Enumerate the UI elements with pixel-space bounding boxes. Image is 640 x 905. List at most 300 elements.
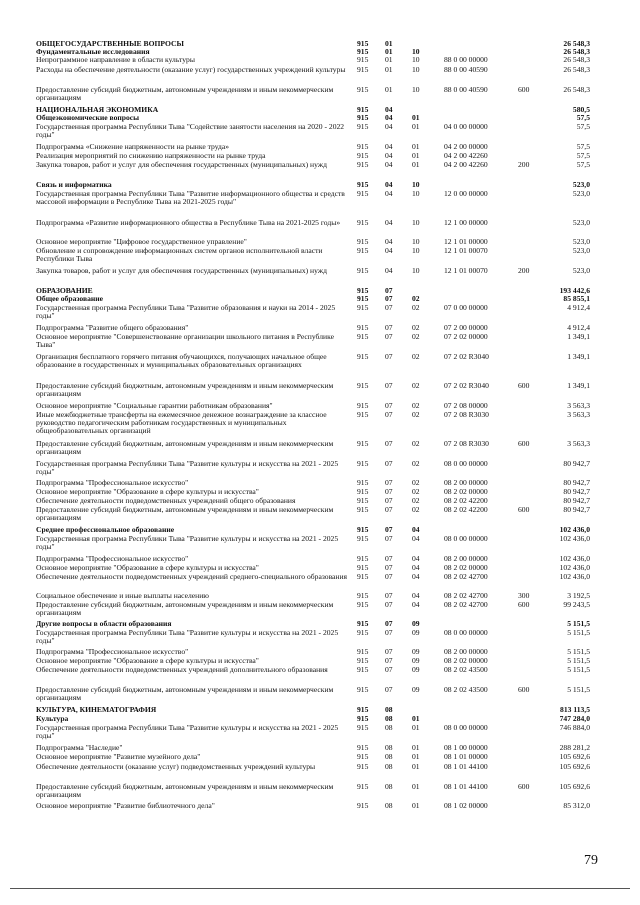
cell-sum: 523,0 [572, 266, 590, 275]
cell-sum: 85 855,1 [563, 294, 590, 303]
cell-glv: 915 [357, 142, 369, 151]
cell-name: Предоставление субсидий бюджетным, автономным учреждениям и иным некоммерческим организациям [36, 782, 334, 800]
cell-name: Основное мероприятие "Образование в сфере культуры и искусства" [36, 563, 259, 572]
cell-rz: 08 [385, 752, 393, 761]
cell-glv: 915 [357, 705, 369, 714]
cell-pr: 02 [412, 478, 420, 487]
cell-glv: 915 [357, 714, 369, 723]
cell-glv: 915 [357, 65, 369, 74]
cell-name: Обеспечение деятельности подведомственных учреждений общего образования [36, 496, 296, 505]
cell-cs: 88 0 00 00000 [444, 55, 488, 64]
cell-name: Закупка товаров, работ и услуг для обеспечения государственных (муниципальных) нужд [36, 266, 327, 275]
cell-glv: 915 [357, 496, 369, 505]
cell-vr: 600 [518, 505, 530, 514]
cell-name: Предоставление субсидий бюджетным, автономным учреждениям и иным некоммерческим организациям [36, 685, 334, 703]
cell-rz: 07 [385, 665, 393, 674]
cell-glv: 915 [357, 439, 369, 448]
cell-name: Культура [36, 714, 69, 723]
cell-name: Среднее профессиональное образование [36, 525, 175, 534]
cell-cs: 08 2 02 00000 [444, 487, 488, 496]
cell-rz: 04 [385, 105, 393, 114]
cell-glv: 915 [357, 656, 369, 665]
cell-name: Обеспечение деятельности подведомственных учреждений дополнительного образования [36, 665, 328, 674]
cell-rz: 07 [385, 628, 393, 637]
cell-name: Основное мероприятие "Образование в сфере культуры и искусства" [36, 656, 259, 665]
cell-name: Расходы на обеспечение деятельности (оказание услуг) государственных учреждений культуры [36, 65, 346, 74]
cell-sum: 4 912,4 [567, 323, 590, 332]
cell-rz: 04 [385, 246, 393, 255]
cell-name: Основное мероприятие "Социальные гарантии работникам образования" [36, 401, 273, 410]
cell-name: Предоставление субсидий бюджетным, автономным учреждениям и иным некоммерческим организациям [36, 505, 334, 523]
page-number: 79 [584, 853, 598, 868]
cell-rz: 07 [385, 563, 393, 572]
cell-rz: 08 [385, 762, 393, 771]
cell-pr: 10 [412, 218, 420, 227]
cell-name: Обеспечение деятельности (оказание услуг) подведомственных учреждений культуры [36, 762, 316, 771]
cell-name: Государственная программа Республики Тыва "Развитие культуры и искусства на 2021 - 2025 годы" [36, 459, 339, 477]
cell-glv: 915 [357, 39, 369, 48]
cell-glv: 915 [357, 782, 369, 791]
cell-name: Основное мероприятие "Образование в сфере культуры и искусства" [36, 487, 259, 496]
cell-sum: 26 548,3 [563, 39, 590, 48]
cell-glv: 915 [357, 628, 369, 637]
cell-pr: 02 [412, 505, 420, 514]
cell-sum: 3 192,5 [567, 591, 590, 600]
cell-cs: 07 2 08 00000 [444, 401, 488, 410]
cell-rz: 07 [385, 600, 393, 609]
cell-pr: 10 [412, 246, 420, 255]
cell-rz: 04 [385, 180, 393, 189]
cell-pr: 09 [412, 656, 420, 665]
cell-sum: 5 151,5 [567, 619, 590, 628]
cell-name: Организация бесплатного горячего питания обучающихся, получающих начальное общее образование в государственных и муниципальных образовательных организациях [36, 352, 327, 370]
cell-glv: 915 [357, 647, 369, 656]
cell-pr: 09 [412, 619, 420, 628]
cell-name: Государственная программа Республики Тыва "Развитие культуры и искусства на 2021 - 2025 годы" [36, 534, 339, 552]
cell-rz: 07 [385, 534, 393, 543]
cell-rz: 07 [385, 459, 393, 468]
cell-sum: 813 113,5 [560, 705, 590, 714]
cell-glv: 915 [357, 180, 369, 189]
cell-sum: 523,0 [572, 246, 590, 255]
cell-cs: 12 1 00 00000 [444, 218, 488, 227]
cell-rz: 07 [385, 332, 393, 341]
cell-pr: 02 [412, 323, 420, 332]
cell-sum: 5 151,5 [567, 656, 590, 665]
cell-name: Предоставление субсидий бюджетным, автономным учреждениям и иным некоммерческим организациям [36, 381, 334, 399]
cell-rz: 07 [385, 619, 393, 628]
cell-pr: 01 [412, 782, 420, 791]
cell-pr: 02 [412, 439, 420, 448]
cell-cs: 08 2 02 42700 [444, 600, 488, 609]
cell-pr: 01 [412, 743, 420, 752]
cell-name: Государственная программа Республики Тыва "Развитие образования и науки на 2014 - 2025 годы" [36, 303, 336, 321]
cell-sum: 80 942,7 [563, 459, 590, 468]
cell-glv: 915 [357, 401, 369, 410]
cell-pr: 09 [412, 647, 420, 656]
cell-name: Подпрограмма "Наследие" [36, 743, 123, 752]
cell-name: Обеспечение деятельности подведомственных учреждений среднего-специального образования [36, 572, 348, 581]
cell-name: КУЛЬТУРА, КИНЕМАТОГРАФИЯ [36, 705, 157, 714]
cell-name: Государственная программа Республики Тыва "Развитие информационного общества и средств массовой информации в Республике Тыва на 2021-2025 годы" [36, 189, 345, 207]
cell-glv: 915 [357, 563, 369, 572]
cell-name: Государственная программа Республики Тыва "Содействие занятости населения на 2020 - 2022 годы" [36, 122, 345, 140]
cell-pr: 04 [412, 534, 420, 543]
cell-vr: 600 [518, 85, 530, 94]
cell-vr: 200 [518, 266, 530, 275]
cell-rz: 04 [385, 122, 393, 131]
cell-rz: 07 [385, 410, 393, 419]
cell-cs: 08 1 02 00000 [444, 801, 488, 810]
cell-pr: 01 [412, 142, 420, 151]
cell-cs: 12 0 00 00000 [444, 189, 488, 198]
cell-sum: 580,5 [572, 105, 590, 114]
cell-glv: 915 [357, 294, 369, 303]
cell-name: Предоставление субсидий бюджетным, автономным учреждениям и иным некоммерческим организациям [36, 600, 334, 618]
cell-pr: 10 [412, 85, 420, 94]
cell-rz: 07 [385, 381, 393, 390]
cell-pr: 09 [412, 665, 420, 674]
cell-glv: 915 [357, 246, 369, 255]
cell-name: Подпрограмма "Профессиональное искусство" [36, 554, 189, 563]
cell-glv: 915 [357, 762, 369, 771]
cell-sum: 80 942,7 [563, 487, 590, 496]
cell-rz: 04 [385, 160, 393, 169]
cell-sum: 57,5 [576, 122, 590, 131]
cell-cs: 08 2 02 43500 [444, 665, 488, 674]
cell-cs: 08 2 02 00000 [444, 563, 488, 572]
cell-rz: 01 [385, 65, 393, 74]
cell-sum: 523,0 [572, 189, 590, 198]
cell-name: Фундаментальные исследования [36, 47, 150, 56]
cell-sum: 26 548,3 [563, 85, 590, 94]
cell-cs: 08 1 01 44100 [444, 782, 488, 791]
cell-name: Общеэкономические вопросы [36, 113, 140, 122]
cell-rz: 04 [385, 151, 393, 160]
cell-cs: 88 0 00 40590 [444, 65, 488, 74]
cell-glv: 915 [357, 685, 369, 694]
cell-name: Предоставление субсидий бюджетным, автономным учреждениям и иным некоммерческим организациям [36, 85, 334, 103]
cell-cs: 08 2 02 42200 [444, 496, 488, 505]
cell-rz: 07 [385, 525, 393, 534]
cell-pr: 02 [412, 352, 420, 361]
cell-rz: 01 [385, 55, 393, 64]
cell-pr: 04 [412, 572, 420, 581]
cell-name: Подпрограмма "Профессиональное искусство" [36, 647, 189, 656]
cell-sum: 3 563,3 [567, 410, 590, 419]
cell-sum: 57,5 [576, 160, 590, 169]
cell-vr: 600 [518, 381, 530, 390]
cell-sum: 5 151,5 [567, 665, 590, 674]
cell-glv: 915 [357, 572, 369, 581]
cell-glv: 915 [357, 743, 369, 752]
cell-glv: 915 [357, 478, 369, 487]
cell-glv: 915 [357, 286, 369, 295]
cell-glv: 915 [357, 352, 369, 361]
cell-rz: 04 [385, 113, 393, 122]
cell-pr: 02 [412, 381, 420, 390]
cell-sum: 1 349,1 [567, 381, 590, 390]
cell-glv: 915 [357, 323, 369, 332]
cell-glv: 915 [357, 189, 369, 198]
cell-rz: 07 [385, 294, 393, 303]
cell-sum: 523,0 [572, 218, 590, 227]
cell-cs: 04 2 00 00000 [444, 142, 488, 151]
cell-pr: 10 [412, 180, 420, 189]
cell-cs: 07 2 02 R3040 [444, 381, 489, 390]
cell-sum: 523,0 [572, 237, 590, 246]
cell-glv: 915 [357, 752, 369, 761]
cell-glv: 915 [357, 505, 369, 514]
cell-name: Социальное обеспечение и иные выплаты населению [36, 591, 209, 600]
cell-cs: 04 2 00 42260 [444, 160, 488, 169]
cell-sum: 5 151,5 [567, 685, 590, 694]
cell-sum: 1 349,1 [567, 352, 590, 361]
cell-sum: 57,5 [576, 151, 590, 160]
cell-glv: 915 [357, 47, 369, 56]
cell-glv: 915 [357, 303, 369, 312]
cell-cs: 04 2 00 42260 [444, 151, 488, 160]
cell-cs: 08 2 00 00000 [444, 647, 488, 656]
cell-name: Основное мероприятие "Совершенствование организации школьного питания в Республике Тыва" [36, 332, 334, 350]
cell-pr: 01 [412, 113, 420, 122]
cell-vr: 600 [518, 685, 530, 694]
cell-sum: 57,5 [576, 142, 590, 151]
cell-pr: 02 [412, 332, 420, 341]
cell-glv: 915 [357, 665, 369, 674]
cell-name: ОБРАЗОВАНИЕ [36, 286, 93, 295]
cell-rz: 07 [385, 656, 393, 665]
cell-cs: 12 1 01 00070 [444, 246, 488, 255]
cell-pr: 09 [412, 685, 420, 694]
cell-rz: 04 [385, 189, 393, 198]
cell-glv: 915 [357, 237, 369, 246]
cell-glv: 915 [357, 525, 369, 534]
cell-cs: 07 2 08 R3030 [444, 410, 489, 419]
cell-rz: 04 [385, 237, 393, 246]
cell-vr: 300 [518, 591, 530, 600]
cell-rz: 07 [385, 286, 393, 295]
cell-rz: 07 [385, 554, 393, 563]
cell-glv: 915 [357, 55, 369, 64]
cell-rz: 07 [385, 401, 393, 410]
cell-vr: 600 [518, 600, 530, 609]
cell-sum: 5 151,5 [567, 628, 590, 637]
cell-pr: 01 [412, 723, 420, 732]
cell-pr: 01 [412, 160, 420, 169]
cell-name: Подпрограмма "Профессиональное искусство" [36, 478, 189, 487]
cell-pr: 01 [412, 762, 420, 771]
cell-pr: 01 [412, 151, 420, 160]
cell-name: Подпрограмма «Снижение напряженности на рынке труда» [36, 142, 230, 151]
cell-pr: 10 [412, 266, 420, 275]
cell-cs: 88 0 00 40590 [444, 85, 488, 94]
cell-name: Предоставление субсидий бюджетным, автономным учреждениям и иным некоммерческим организациям [36, 439, 334, 457]
cell-sum: 102 436,0 [559, 534, 590, 543]
cell-sum: 80 942,7 [563, 478, 590, 487]
cell-rz: 01 [385, 85, 393, 94]
cell-cs: 08 2 02 42200 [444, 505, 488, 514]
cell-pr: 04 [412, 563, 420, 572]
cell-name: Другие вопросы в области образования [36, 619, 172, 628]
cell-sum: 102 436,0 [559, 525, 590, 534]
cell-glv: 915 [357, 85, 369, 94]
cell-pr: 10 [412, 47, 420, 56]
cell-pr: 02 [412, 496, 420, 505]
cell-pr: 02 [412, 487, 420, 496]
cell-sum: 80 942,7 [563, 505, 590, 514]
cell-rz: 07 [385, 352, 393, 361]
cell-rz: 01 [385, 47, 393, 56]
cell-cs: 08 0 00 00000 [444, 459, 488, 468]
cell-rz: 08 [385, 714, 393, 723]
cell-glv: 915 [357, 410, 369, 419]
cell-cs: 08 0 00 00000 [444, 723, 488, 732]
cell-sum: 5 151,5 [567, 647, 590, 656]
cell-glv: 915 [357, 381, 369, 390]
cell-sum: 747 284,0 [559, 714, 590, 723]
cell-pr: 10 [412, 237, 420, 246]
cell-name: Основное мероприятие "Цифровое государственное управление" [36, 237, 247, 246]
cell-sum: 26 548,3 [563, 47, 590, 56]
cell-rz: 04 [385, 142, 393, 151]
cell-rz: 08 [385, 782, 393, 791]
cell-rz: 07 [385, 591, 393, 600]
cell-glv: 915 [357, 122, 369, 131]
cell-sum: 85 312,0 [563, 801, 590, 810]
cell-cs: 07 2 02 R3040 [444, 352, 489, 361]
cell-pr: 04 [412, 525, 420, 534]
cell-cs: 04 0 00 00000 [444, 122, 488, 131]
cell-glv: 915 [357, 619, 369, 628]
cell-rz: 07 [385, 496, 393, 505]
cell-pr: 04 [412, 591, 420, 600]
cell-glv: 915 [357, 554, 369, 563]
cell-glv: 915 [357, 113, 369, 122]
cell-glv: 915 [357, 105, 369, 114]
cell-cs: 08 0 00 00000 [444, 534, 488, 543]
cell-pr: 02 [412, 410, 420, 419]
cell-pr: 01 [412, 714, 420, 723]
cell-pr: 09 [412, 628, 420, 637]
cell-name: Закупка товаров, работ и услуг для обеспечения государственных (муниципальных) нужд [36, 160, 327, 169]
cell-rz: 08 [385, 723, 393, 732]
cell-name: Подпрограмма «Развитие информационного общества в Республике Тыва на 2021-2025 годы» [36, 218, 341, 227]
cell-glv: 915 [357, 487, 369, 496]
cell-pr: 01 [412, 752, 420, 761]
cell-glv: 915 [357, 266, 369, 275]
cell-cs: 08 2 02 42700 [444, 591, 488, 600]
cell-sum: 105 692,6 [559, 782, 590, 791]
cell-pr: 02 [412, 303, 420, 312]
cell-sum: 746 884,0 [559, 723, 590, 732]
cell-name: Подпрограмма "Развитие общего образования" [36, 323, 189, 332]
cell-cs: 12 1 01 00000 [444, 237, 488, 246]
cell-rz: 08 [385, 743, 393, 752]
cell-pr: 10 [412, 55, 420, 64]
cell-cs: 08 0 00 00000 [444, 628, 488, 637]
cell-rz: 08 [385, 705, 393, 714]
cell-cs: 08 1 00 00000 [444, 743, 488, 752]
cell-sum: 99 243,5 [563, 600, 590, 609]
cell-rz: 07 [385, 647, 393, 656]
cell-sum: 26 548,3 [563, 55, 590, 64]
cell-rz: 07 [385, 505, 393, 514]
cell-pr: 10 [412, 65, 420, 74]
cell-sum: 26 548,3 [563, 65, 590, 74]
cell-cs: 08 2 02 42700 [444, 572, 488, 581]
cell-glv: 915 [357, 600, 369, 609]
footer-divider [10, 888, 630, 889]
cell-cs: 08 2 02 00000 [444, 656, 488, 665]
cell-name: Основное мероприятие "Развитие музейного дела" [36, 752, 201, 761]
cell-vr: 600 [518, 782, 530, 791]
cell-pr: 01 [412, 122, 420, 131]
cell-name: Реализация мероприятий по снижению напряженности на рынке труда [36, 151, 266, 160]
cell-cs: 07 2 00 00000 [444, 323, 488, 332]
cell-glv: 915 [357, 723, 369, 732]
cell-glv: 915 [357, 591, 369, 600]
cell-rz: 04 [385, 266, 393, 275]
cell-glv: 915 [357, 151, 369, 160]
cell-name: Основное мероприятие "Развитие библиотечного дела" [36, 801, 215, 810]
cell-glv: 915 [357, 459, 369, 468]
cell-name: ОБЩЕГОСУДАРСТВЕННЫЕ ВОПРОСЫ [36, 39, 184, 48]
cell-cs: 08 1 01 44100 [444, 762, 488, 771]
cell-sum: 288 281,2 [559, 743, 590, 752]
cell-cs: 08 1 01 00000 [444, 752, 488, 761]
cell-sum: 102 436,0 [559, 563, 590, 572]
cell-name: Связь и информатика [36, 180, 112, 189]
cell-glv: 915 [357, 160, 369, 169]
cell-sum: 1 349,1 [567, 332, 590, 341]
cell-rz: 01 [385, 39, 393, 48]
cell-rz: 07 [385, 487, 393, 496]
cell-sum: 523,0 [572, 180, 590, 189]
cell-pr: 04 [412, 554, 420, 563]
cell-pr: 02 [412, 459, 420, 468]
cell-name: Государственная программа Республики Тыва "Развитие культуры и искусства на 2021 - 2025 годы" [36, 628, 339, 646]
cell-cs: 08 2 00 00000 [444, 554, 488, 563]
cell-name: Непрограммное направление в области культуры [36, 55, 195, 64]
cell-sum: 105 692,6 [559, 752, 590, 761]
cell-vr: 200 [518, 160, 530, 169]
cell-pr: 10 [412, 189, 420, 198]
cell-sum: 102 436,0 [559, 554, 590, 563]
cell-cs: 08 2 02 43500 [444, 685, 488, 694]
cell-rz: 07 [385, 685, 393, 694]
cell-sum: 3 563,3 [567, 439, 590, 448]
cell-rz: 08 [385, 801, 393, 810]
cell-cs: 07 0 00 00000 [444, 303, 488, 312]
cell-sum: 57,5 [576, 113, 590, 122]
cell-sum: 3 563,3 [567, 401, 590, 410]
cell-glv: 915 [357, 801, 369, 810]
cell-sum: 4 912,4 [567, 303, 590, 312]
cell-cs: 12 1 01 00070 [444, 266, 488, 275]
cell-name: НАЦИОНАЛЬНАЯ ЭКОНОМИКА [36, 105, 159, 114]
cell-sum: 105 692,6 [559, 762, 590, 771]
cell-rz: 04 [385, 218, 393, 227]
cell-pr: 02 [412, 401, 420, 410]
cell-sum: 193 442,6 [559, 286, 590, 295]
cell-rz: 07 [385, 303, 393, 312]
cell-cs: 07 2 02 00000 [444, 332, 488, 341]
cell-name: Общее образование [36, 294, 104, 303]
cell-rz: 07 [385, 572, 393, 581]
cell-cs: 08 2 00 00000 [444, 478, 488, 487]
cell-sum: 80 942,7 [563, 496, 590, 505]
